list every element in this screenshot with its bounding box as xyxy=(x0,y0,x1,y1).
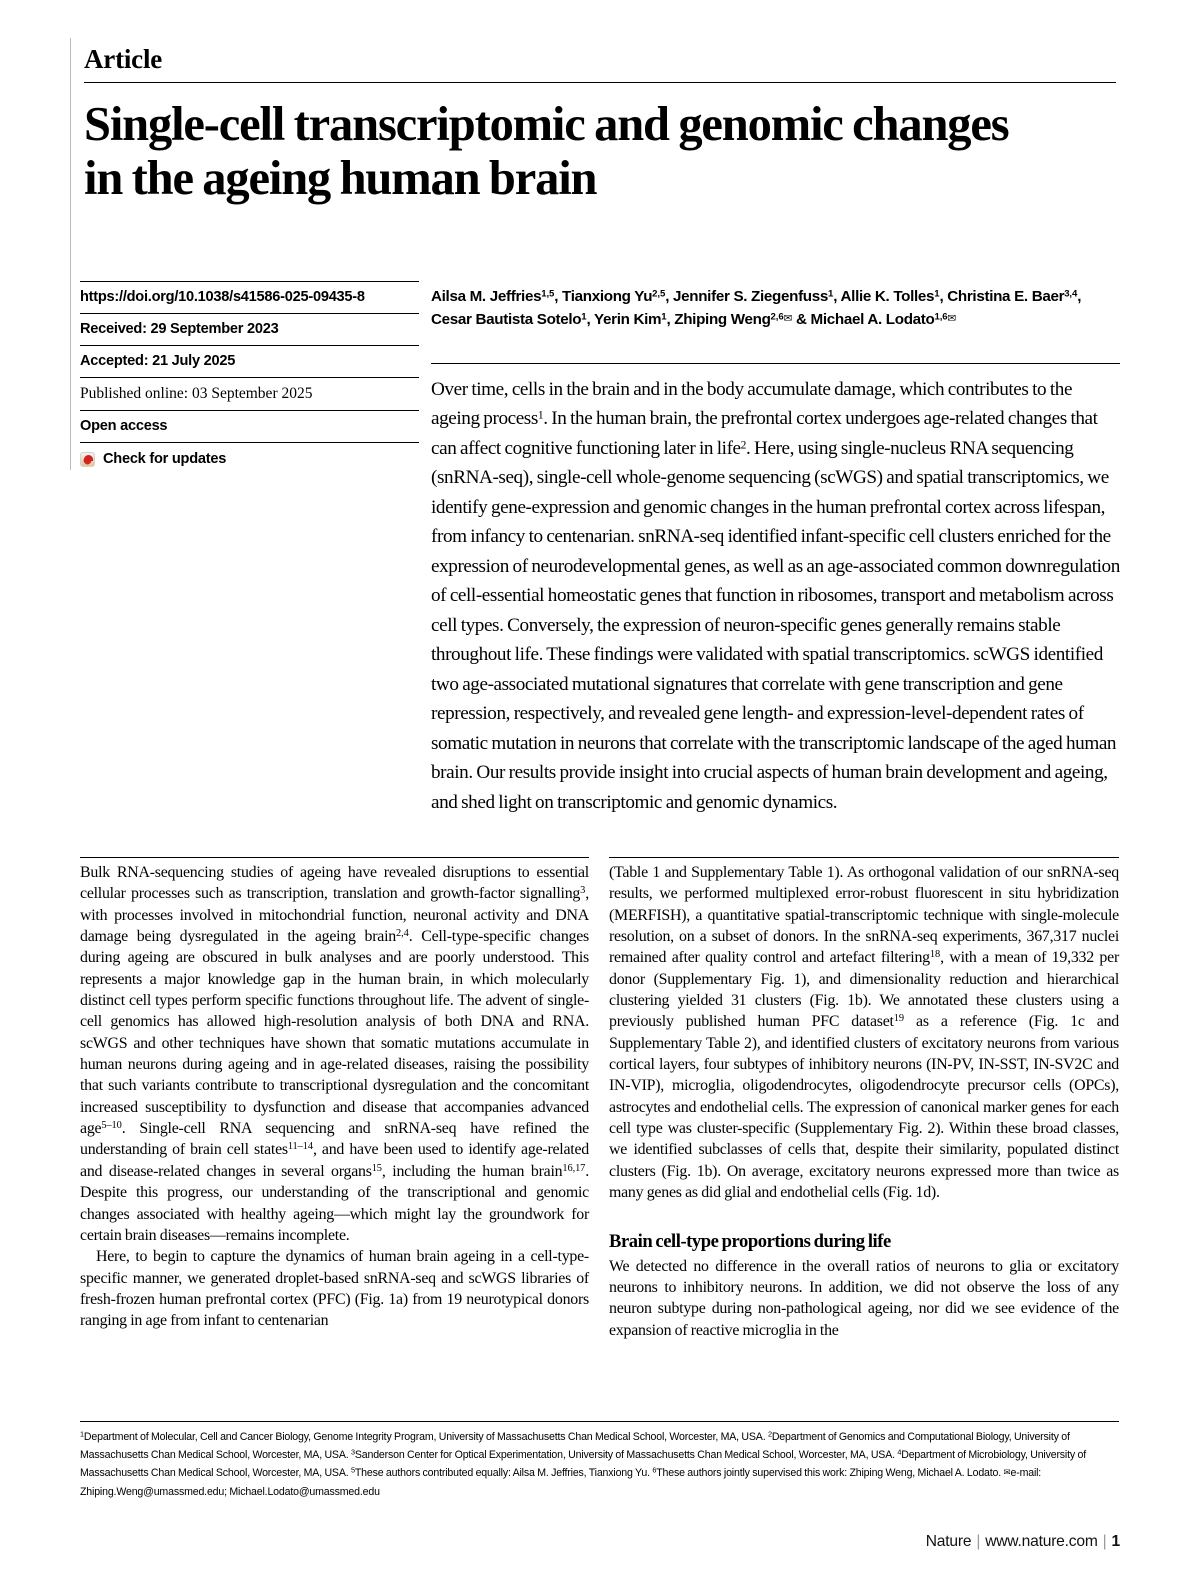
citation-ref[interactable]: 18 xyxy=(929,949,941,961)
corresponding-author-envelope-icon[interactable]: ✉ xyxy=(783,311,793,324)
author-name[interactable]: , Zhiping Weng xyxy=(666,310,771,328)
text-run: (Table 1 and Supplementary Table 1). As orthogonal validation of our snRNA-seq results, we performed multiplexed error-robust fluorescent in situ hybridization (MERFISH), a quantitative spatial-transcriptomic technique with single-molecule resolution, on a subset of donors. In the snRNA-seq experiments, 367,317 nuclei remained after quality control and artefact filtering xyxy=(609,864,1119,967)
affiliation-number: 5 xyxy=(350,1466,355,1476)
contact-email-text[interactable]: e-mail: Zhiping.Weng@umassmed.edu; Michael.Lodato@umassmed.edu xyxy=(80,1467,1042,1498)
body-divider-left xyxy=(80,857,589,858)
affiliation-text: Department of Molecular, Cell and Cancer Biology, Genome Integrity Program, University of Massachusetts Chan Medical School, Worcester, MA, USA. xyxy=(83,1431,768,1443)
author-affil-sup: 1,6 xyxy=(934,310,948,322)
affiliation-number: 3 xyxy=(350,1447,355,1457)
affiliations-divider xyxy=(80,1421,1119,1422)
affiliation-text: Department of Genomics and Computational Biology, University of Massachusetts Chan Medical School, Worcester, MA, USA. xyxy=(80,1431,1070,1462)
footer-website[interactable]: www.nature.com xyxy=(985,1533,1098,1550)
citation-ref[interactable]: 19 xyxy=(893,1013,904,1025)
abstract-text xyxy=(431,375,1120,817)
footer-separator: | xyxy=(976,1533,981,1550)
author-name[interactable]: Cesar Bautista Sotelo xyxy=(431,310,582,328)
check-for-updates-label: Check for updates xyxy=(103,451,227,468)
doi-link[interactable]: https://doi.org/10.1038/s41586-025-09435-8 xyxy=(80,281,419,313)
text-run: , with processes involved in mitochondrial function, neuronal activity and DNA damage being dysregulated in the ageing brain xyxy=(80,885,589,946)
text-run: , including the human brain xyxy=(381,1162,563,1180)
author-name[interactable]: , Christina E. Baer xyxy=(939,288,1065,305)
page-title: Single-cell transcriptomic and genomic changes in the ageing human brain xyxy=(84,98,1009,206)
abstract-part: . In the human brain, the prefrontal cortex undergoes age-related changes that can affect cognitive functioning later in life xyxy=(431,408,1098,459)
corresponding-author-envelope-icon[interactable]: ✉ xyxy=(947,311,956,324)
left-margin-rule xyxy=(70,38,71,470)
author-name[interactable]: , Tianxiong Yu xyxy=(554,288,653,305)
abstract-part: Over time, cells in the brain and in the body accumulate damage, which contributes to the ageing process xyxy=(431,379,1073,430)
abstract-section xyxy=(431,363,1120,817)
affiliation-number: 4 xyxy=(897,1447,902,1457)
crossmark-badge-icon xyxy=(80,452,95,467)
paragraph: We detected no difference in the overall ratios of neurons to glia or excitatory neurons to inhibitory neurons. In addition, we did not observe the loss of any neuron subtype during non-pathological ageing, nor did we see evidence of the expansion of reactive microglia in the xyxy=(609,1257,1119,1339)
author-separator: , xyxy=(1077,288,1082,305)
accepted-date: Accepted: 21 July 2025 xyxy=(80,345,419,377)
received-date: Received: 29 September 2023 xyxy=(80,313,419,345)
footer-separator: | xyxy=(1102,1533,1107,1550)
author-affil-sup: 1,5 xyxy=(541,288,555,300)
affiliation-number: 2 xyxy=(767,1429,772,1439)
page-footer xyxy=(926,1533,1120,1551)
text-run: . Cell-type-specific changes during ageing are obscured in bulk analyses and are poorly understood. This represents a major knowledge gap in the human brain, in which molecularly distinct cell types perform specific functions throughout life. The advent of single-cell genomics has allowed high-resolution analysis of both DNA and RNA. scWGS and other techniques have shown that somatic mutations accumulate in human neurons during ageing and in age-related diseases, raising the possibility that such variants contribute to transcriptional dysregulation and the concomitant increased susceptibility to dysfunction and disease that accompanies advanced age xyxy=(80,928,590,1138)
citation-ref[interactable]: 3 xyxy=(580,885,586,897)
text-run: as a reference (Fig. 1c and Supplementary Table 2), and identified clusters of excitatory neurons from various cortical layers, four subtypes of inhibitory neurons (IN-PV, IN-SST, IN-SV2C and IN-VIP), microglia, oligodendrocytes, oligodendrocyte precursor cells (OPCs), astrocytes and endothelial cells. The expression of canonical marker genes for each cell type was cluster-specific (Supplementary Fig. 2). Within these broad classes, we identified subclasses of cells that, despite their similarity, populated distinct clusters (Fig. 1b). On average, excitatory neurons expressed more than twice as many genes as did glial and endothelial cells (Fig. 1d). xyxy=(609,1013,1119,1202)
paragraph: Here, to begin to capture the dynamics of human brain ageing in a cell-type-specific manner, we generated droplet-based snRNA-seq and scWGS libraries of fresh-frozen human prefrontal cortex (PFC) (Fig. 1a) from 19 neurotypical donors ranging in age from infant to centenarian xyxy=(80,1248,589,1330)
published-date: Published online: 03 September 2025 xyxy=(80,377,419,410)
body-column-right xyxy=(609,862,1119,1341)
text-run: , with a mean of 19,332 per donor (Supplementary Fig. 1), and dimensionality reduction and hierarchical clustering yielded 31 clusters (Fig. 1b). We annotated these clusters using a previously published human PFC dataset xyxy=(609,949,1120,1031)
affiliation-text: Department of Microbiology, University of Massachusetts Chan Medical School, Worcester, MA, USA. xyxy=(80,1449,1086,1480)
author-affil-sup: 1 xyxy=(661,310,667,322)
citation-ref[interactable]: 15 xyxy=(371,1162,382,1174)
author-affil-sup: 3,4 xyxy=(1064,288,1078,300)
text-run: Bulk RNA-sequencing studies of ageing have revealed disruptions to essential cellular processes such as transcription, translation and growth-factor signalling xyxy=(80,864,589,903)
author-name[interactable]: , Yerin Kim xyxy=(586,310,662,328)
author-name[interactable]: , Jennifer S. Ziegenfuss xyxy=(665,288,829,305)
text-run: . Single-cell RNA sequencing and snRNA-seq have refined the understanding of brain cell states xyxy=(80,1120,589,1159)
author-affil-sup: 2,5 xyxy=(652,288,666,300)
check-for-updates[interactable] xyxy=(80,442,419,475)
body-divider-right xyxy=(609,857,1119,858)
masthead xyxy=(84,46,1116,206)
abstract-ref[interactable]: 2 xyxy=(740,439,746,452)
affiliations-footnote xyxy=(80,1428,1119,1501)
metadata-column xyxy=(80,281,419,475)
article-kicker: Article xyxy=(84,44,163,74)
paragraph xyxy=(609,862,1119,1204)
author-affil-sup: 1 xyxy=(934,288,940,300)
author-affil-sup: 1 xyxy=(828,288,834,300)
author-list xyxy=(431,286,1121,331)
citation-ref[interactable]: 5–10 xyxy=(101,1119,122,1131)
footer-page-number: 1 xyxy=(1111,1533,1120,1550)
paragraph xyxy=(80,862,589,1246)
affiliation-number: 6 xyxy=(652,1466,657,1476)
text-run: , and have been used to identify age-related and disease-related changes in several organs xyxy=(80,1141,589,1180)
footer-journal: Nature xyxy=(925,1533,972,1550)
affiliation-number: 1 xyxy=(80,1429,84,1439)
kicker-divider xyxy=(84,82,1116,83)
abstract-divider xyxy=(431,363,1120,364)
abstract-ref[interactable]: 1 xyxy=(537,409,544,422)
author-affil-sup: 1 xyxy=(581,310,587,322)
text-run: . Despite this progress, our understanding of the transcriptional and genomic changes associated with healthy ageing—which might lay the groundwork for certain brain diseases—remains incomplete. xyxy=(80,1162,589,1244)
open-access-label: Open access xyxy=(80,410,419,442)
affiliation-text: Sanderson Center for Optical Experimentation, University of Massachusetts Chan Medical School, Worcester, MA, USA. xyxy=(354,1449,898,1462)
affiliation-text: These authors contributed equally: Ailsa M. Jeffries, Tianxiong Yu. xyxy=(354,1467,653,1480)
citation-ref[interactable]: 11–14 xyxy=(287,1141,313,1153)
author-name[interactable]: & Michael A. Lodato xyxy=(792,310,935,328)
author-affil-sup: 2,6 xyxy=(770,310,784,322)
citation-ref[interactable]: 2,4 xyxy=(396,927,409,939)
author-name[interactable]: Ailsa M. Jeffries xyxy=(431,288,542,305)
affiliation-text: These authors jointly supervised this work: Zhiping Weng, Michael A. Lodato. xyxy=(656,1467,1004,1480)
section-heading: Brain cell-type proportions during life xyxy=(609,1230,891,1252)
citation-ref[interactable]: 16,17 xyxy=(562,1162,586,1174)
email-envelope-icon: ✉ xyxy=(1003,1467,1011,1478)
abstract-part: . Here, using single-nucleus RNA sequencing (snRNA-seq), single-cell whole-genome sequencing (scWGS) and spatial transcriptomics, we identify gene-expression and genomic changes in the human prefrontal cortex across lifespan, from infancy to centenarian. snRNA-seq identified infant-specific cell clusters enriched for the expression of neurodevelopmental genes, as well as an age-associated common downregulation of cell-essential homeostatic genes that function in ribosomes, transport and metabolism across cell types. Conversely, the expression of neuron-specific genes generally remains stable throughout life. These findings were validated with spatial transcriptomics. scWGS identified two age-associated mutational signatures that correlate with gene transcription and gene repression, respectively, and revealed gene length- and expression-level-dependent rates of somatic mutation in neurons that correlate with the transcriptomic landscape of the aged human brain. Our results provide insight into crucial aspects of human brain development and ageing, and shed light on transcriptomic and genomic dynamics. xyxy=(431,437,1120,813)
body-column-left xyxy=(80,862,589,1332)
author-name[interactable]: , Allie K. Tolles xyxy=(833,288,935,305)
